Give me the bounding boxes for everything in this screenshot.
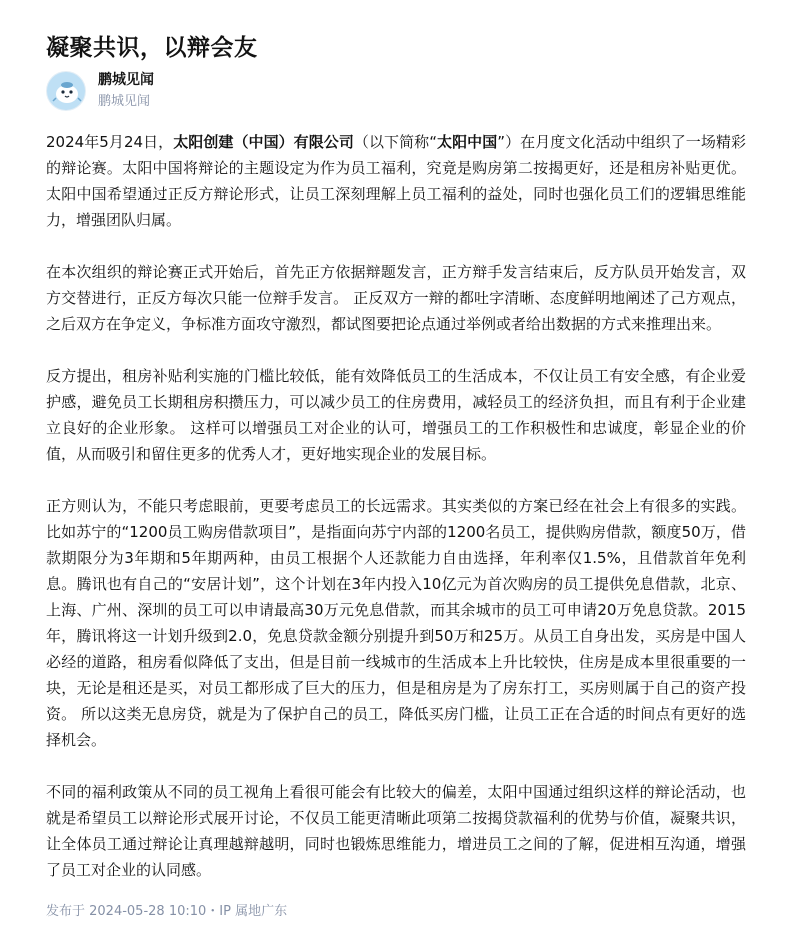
author-name[interactable]: 鹏城见闻 <box>98 72 154 88</box>
paragraph-4: 正方则认为，不能只考虑眼前，更要考虑员工的长远需求。其实类似的方案已经在社会上有很多的实践。比如苏宁的“1200员工购房借款项目”，是指面向苏宁内部的1200名员工，提供购房借款，额度50万，借款期限分为3年期和5年期两种，由员工根据个人还款能力自由选择，年利率仅1.5%，且借款首年免利息。腾讯也有自己的“安居计划”，这个计划在3年内投入10亿元为首次购房的员工提供免息借款，北京、上海、广州、深圳的员工可以申请最高30万元免息借款，而其余城市的员工可申请20万免息贷款。2015年，腾讯将这一计划升级到2.0，免息贷款金额分别提升到50万和25万。从员工自身出发，买房是中国人必经的道路，租房看似降低了支出，但是目前一线城市的生活成本上升比较快，住房是成本里很重要的一块，无论是租还是买，对员工都形成了巨大的压力，但是租房是为了房东打工，买房则属于自己的资产投资。 所以这类无息房贷，就是为了保护自己的员工，降低买房门槛，让员工正在合适的时间点有更好的选择机会。 <box>46 497 746 749</box>
paragraph-3: 反方提出，租房补贴利实施的门槛比较低，能有效降低员工的生活成本，不仅让员工有安全感，有企业爱护感，避免员工长期租房积攒压力，可以减少员工的住房费用，减轻员工的经济负担，而且有利于企业建立良好的企业形象。 这样可以增强员工对企业的认可，增强员工的工作积极性和忠诚度，彰显企业的价值，从而吸引和留住更多的优秀人才，更好地实现企业的发展目标。 <box>46 367 746 463</box>
article-title: 凝聚共识，以辩会友 <box>46 35 258 62</box>
article-body <box>46 129 746 909</box>
paragraph-1 <box>46 129 746 233</box>
paragraph-1-part-e: ”）在月度文化活动中组织了一场精彩的辩论赛。太阳中国将辩论的主题设定为作为员工福利，究竟是购房第二按揭更好，还是租房补贴更优。太阳中国希望通过正反方辩论形式，让员工深刻理解上员工福利的益处，同时也强化员工们的逻辑思维能力，增强团队归属。 <box>46 133 746 229</box>
company-short-name-bold: 太阳中国 <box>436 133 498 151</box>
author-card[interactable] <box>46 70 154 112</box>
paragraph-2: 在本次组织的辩论赛正式开始后，首先正方依据辩题发言，正方辩手发言结束后，反方队员开始发言，双方交替进行，正反方每次只能一位辩手发言。 正反双方一辩的都吐字清晰、态度鲜明地阐述了己方观点，之后双方在争定义，争标准方面攻守激烈，都试图要把论点通过举例或者给出数据的方式来推理出来。 <box>46 263 746 333</box>
author-subtitle: 鹏城见闻 <box>98 94 151 109</box>
company-name-bold: 太阳创建（中国）有限公司 <box>173 133 354 151</box>
author-avatar[interactable] <box>46 71 86 111</box>
paragraph-1-part-a: 2024年5月24日， <box>46 133 174 151</box>
paragraph-1-part-c: （以下简称“ <box>353 133 437 151</box>
publish-info: 发布于 2024-05-28 10:10・IP 属地广东 <box>46 904 288 919</box>
paragraph-5: 不同的福利政策从不同的员工视角上看很可能会有比较大的偏差，太阳中国通过组织这样的辩论活动，也就是希望员工以辩论形式展开讨论，不仅员工能更清晰此项第二按揭贷款福利的优势与价值，凝聚共识，让全体员工通过辩论让真理越辩越明，同时也锻炼思维能力，增进员工之间的了解，促进相互沟通，增强了员工对企业的认同感。 <box>46 783 746 879</box>
cartoon-bird-avatar-icon <box>47 72 85 110</box>
